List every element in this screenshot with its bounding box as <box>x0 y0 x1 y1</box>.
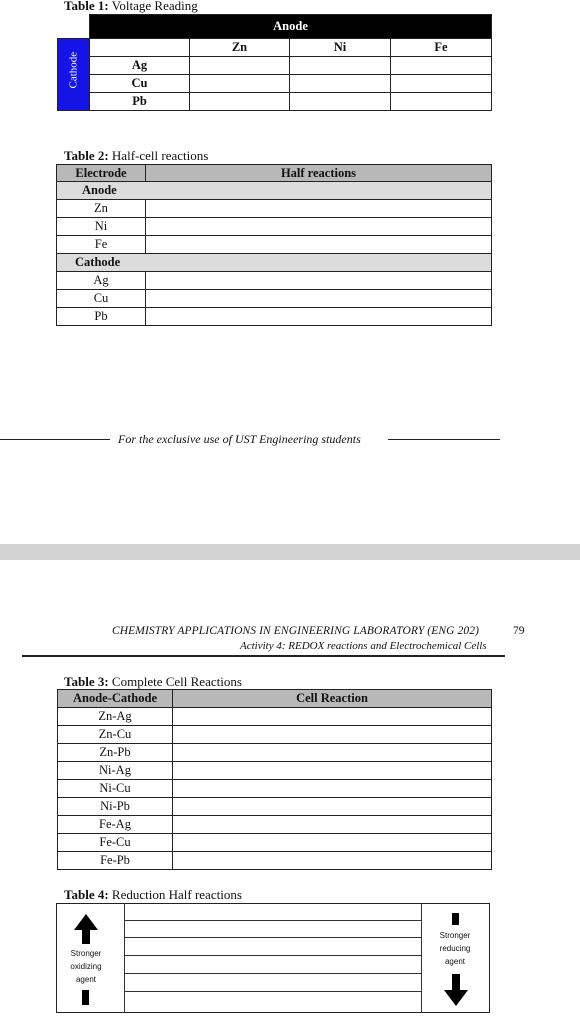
table1-corner <box>58 15 90 39</box>
table3-pair: Ni-Ag <box>58 762 173 780</box>
table2-cell[interactable] <box>146 236 492 254</box>
table3-cell[interactable] <box>173 816 492 834</box>
table3-pair-header: Anode-Cathode <box>58 690 173 708</box>
table4-row-line <box>124 973 421 974</box>
table3-cell[interactable] <box>173 780 492 798</box>
page-number: 79 <box>513 625 525 637</box>
table3-pair: Zn-Ag <box>58 708 173 726</box>
table3-pair: Zn-Pb <box>58 744 173 762</box>
table3-cell[interactable] <box>173 762 492 780</box>
table4-caption-text: Reduction Half reactions <box>108 887 242 902</box>
table1-col-head: Ni <box>290 39 391 57</box>
table1-cell[interactable] <box>391 93 492 111</box>
table1-caption-label: Table 1: <box>64 0 109 13</box>
table2-electrode: Fe <box>57 236 146 254</box>
table1-cathode-header: Cathode <box>58 39 90 111</box>
cell-reactions-table <box>57 689 492 870</box>
table2-cell[interactable] <box>146 218 492 236</box>
table2-electrode: Zn <box>57 200 146 218</box>
page-separator <box>0 544 580 560</box>
table3-cell[interactable] <box>173 834 492 852</box>
table4-row-line <box>124 955 421 956</box>
table3-caption-label: Table 3: <box>64 674 109 689</box>
table1-col-head: Zn <box>190 39 290 57</box>
course-title: CHEMISTRY APPLICATIONS IN ENGINEERING LABORATORY (ENG 202) <box>112 625 479 637</box>
table2-caption-label: Table 2: <box>64 148 109 163</box>
table1-row-head: Ag <box>90 57 190 75</box>
table4-divider-right <box>421 903 422 1013</box>
table2-cell[interactable] <box>146 272 492 290</box>
table3-cell[interactable] <box>173 852 492 870</box>
table2-electrode-header: Electrode <box>57 165 146 182</box>
table3-pair: Fe-Pb <box>58 852 173 870</box>
right-label-line: agent <box>444 957 466 966</box>
right-label-line: reducing <box>439 944 471 953</box>
table4-row-line <box>124 920 421 921</box>
table1-cell[interactable] <box>190 75 290 93</box>
table3-cell[interactable] <box>173 744 492 762</box>
table3-cell[interactable] <box>173 708 492 726</box>
table2-cell[interactable] <box>146 200 492 218</box>
arrow-up-icon <box>74 914 98 944</box>
left-label-line: agent <box>75 975 97 984</box>
header-rule <box>22 655 505 657</box>
right-label-line: Stronger <box>439 931 471 940</box>
table2-electrode: Cu <box>57 290 146 308</box>
right-bar-icon <box>452 913 459 925</box>
left-bar-icon <box>82 990 89 1005</box>
table1-cell[interactable] <box>190 93 290 111</box>
table3-pair: Fe-Cu <box>58 834 173 852</box>
table2-caption-text: Half-cell reactions <box>108 148 209 163</box>
footer-rule-right <box>388 439 500 440</box>
table4-caption-label: Table 4: <box>64 887 109 902</box>
table1-cell[interactable] <box>190 57 290 75</box>
table1-anode-header: Anode <box>90 15 492 39</box>
table1-blank-head <box>90 39 190 57</box>
table2-electrode: Ni <box>57 218 146 236</box>
table4-row-line <box>124 937 421 938</box>
table4-row-line <box>124 991 421 992</box>
footer-text: For the exclusive use of UST Engineering students <box>118 432 361 446</box>
table1-cell[interactable] <box>391 57 492 75</box>
voltage-reading-table <box>57 14 492 111</box>
table1-row-head: Cu <box>90 75 190 93</box>
table2-cell[interactable] <box>146 308 492 326</box>
table2-electrode: Ag <box>57 272 146 290</box>
table3-pair: Fe-Ag <box>58 816 173 834</box>
table2-electrode: Pb <box>57 308 146 326</box>
left-label <box>58 947 114 986</box>
table1-caption <box>64 0 198 14</box>
arrow-down-icon <box>444 974 468 1006</box>
table3-cell[interactable] <box>173 798 492 816</box>
table2-caption <box>64 148 208 164</box>
table3-pair: Zn-Cu <box>58 726 173 744</box>
activity-title: Activity 4: REDOX reactions and Electrochemical Cells <box>240 640 487 652</box>
left-label-line: Stronger <box>70 949 102 958</box>
table1-cell[interactable] <box>391 75 492 93</box>
table3-reaction-header: Cell Reaction <box>173 690 492 708</box>
table4-caption <box>64 887 242 903</box>
table1-cell[interactable] <box>290 75 391 93</box>
table2-cathode-section: Cathode <box>57 254 492 272</box>
table1-cell[interactable] <box>290 57 391 75</box>
table3-caption <box>64 674 242 690</box>
table1-col-head: Fe <box>391 39 492 57</box>
table3-cell[interactable] <box>173 726 492 744</box>
half-cell-table <box>56 164 492 326</box>
table3-pair: Ni-Cu <box>58 780 173 798</box>
table3-caption-text: Complete Cell Reactions <box>108 674 242 689</box>
table2-anode-section: Anode <box>57 182 492 200</box>
table2-cell[interactable] <box>146 290 492 308</box>
left-label-line: oxidizing <box>70 962 102 971</box>
right-label <box>427 929 483 968</box>
table2-half-header: Half reactions <box>146 165 492 182</box>
table1-caption-text: Voltage Reading <box>108 0 198 13</box>
table3-pair: Ni-Pb <box>58 798 173 816</box>
table1-cell[interactable] <box>290 93 391 111</box>
table1-row-head: Pb <box>90 93 190 111</box>
footer-rule-left <box>0 439 110 440</box>
